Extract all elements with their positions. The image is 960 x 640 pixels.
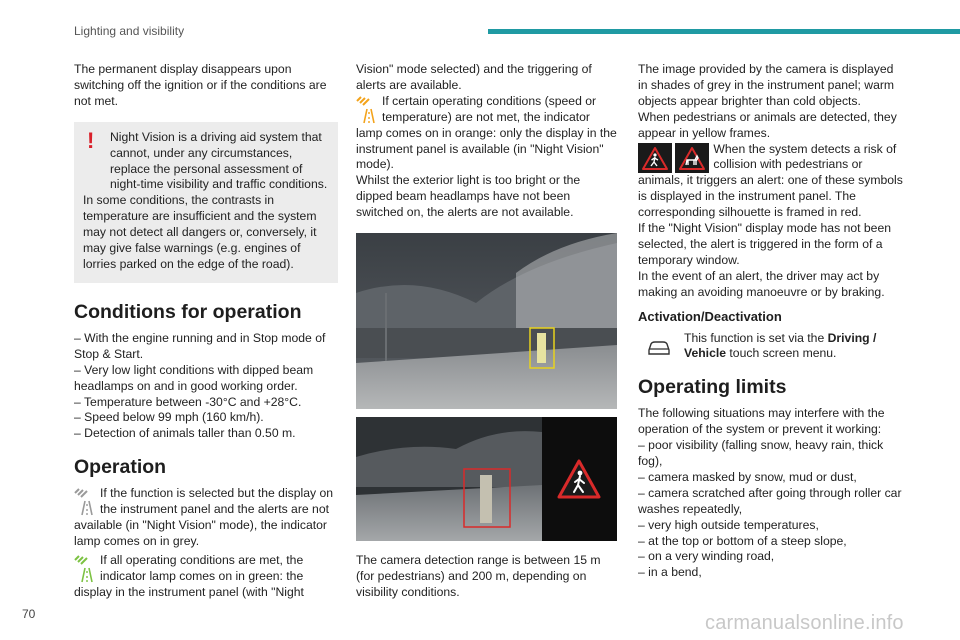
exterior-light-paragraph: Whilst the exterior light is too bright or the dipped beam headlamps have not been switched on, the alerts are not available. (356, 173, 581, 220)
conditions-list (74, 331, 338, 442)
conditions-heading: Conditions for operation (74, 300, 302, 323)
list-item: – With the engine running and in Stop mode of Stop & Start. (74, 330, 326, 361)
header-accent-bar (488, 29, 960, 34)
list-item: – camera masked by snow, mud or dust, (638, 469, 857, 484)
list-item: – in a bend, (638, 565, 702, 580)
alert-action-paragraph: In the event of an alert, the driver may act by making an avoiding manoeuvre or by braking. (638, 268, 885, 299)
column-1 (74, 62, 338, 601)
warning-box (74, 122, 338, 283)
night-vision-grey-lamp-icon (74, 487, 96, 517)
grey-lamp-text: If the function is selected but the display on the instrument panel and the alerts are not available (in "Night Vision" mode), the indicator lamp comes on in grey. (74, 486, 334, 548)
activation-paragraph (638, 331, 906, 363)
activation-text-post: touch screen menu. (726, 346, 837, 361)
list-item: – at the top or bottom of a steep slope, (638, 533, 847, 548)
grey-image-paragraph: The image provided by the camera is displayed in shades of grey in the instrument panel; warm objects appear brighter than cold objects. (638, 62, 895, 108)
list-item: – poor visibility (falling snow, heavy rain, thick fog), (638, 438, 884, 469)
list-item: – on a very winding road, (638, 549, 775, 564)
page-number: 70 (22, 607, 36, 621)
continued-paragraph: Vision" mode selected) and the triggering of alerts are available. (356, 62, 592, 92)
activation-heading: Activation/Deactivation (638, 308, 782, 324)
operation-heading: Operation (74, 456, 167, 479)
exclamation-icon: ! (87, 127, 95, 153)
car-icon (646, 337, 672, 357)
collision-risk-text: When the system detects a risk of collision with pedestrians or animals, it triggers an alert: one of these symbols is displayed in the instrument panel. The corresponding silhouette is framed in red. (638, 141, 903, 220)
pedestrian-alert-camera-image (356, 417, 617, 541)
activation-text-pre: This function is set via the (684, 330, 828, 345)
night-vision-green-lamp-icon (74, 554, 96, 584)
green-lamp-text: If all operating conditions are met, the indicator lamp comes on in green: the display in the instrument panel (with "Night (74, 552, 304, 599)
display-not-selected-paragraph: If the "Night Vision" display mode has not been selected, the alert is triggered in the form of a temporary window. (638, 221, 892, 267)
night-vision-camera-image (356, 233, 617, 409)
limits-intro: The following situations may interfere with the operation of the system or prevent it working: (638, 406, 885, 437)
pedestrian-alert-icon (638, 143, 672, 173)
green-lamp-paragraph (74, 553, 338, 601)
operating-limits-heading: Operating limits (638, 376, 787, 399)
alert-symbols (638, 143, 709, 173)
limits-list (638, 438, 906, 581)
yellow-frames-paragraph: When pedestrians or animals are detected, they appear in yellow frames. (638, 109, 897, 140)
section-title: Lighting and visibility (74, 24, 185, 38)
warning-text-1: Night Vision is a driving aid system that cannot, under any circumstances, replace the personal assessment of night-time visibility and traffic conditions. (110, 129, 328, 192)
list-item: – Very low light conditions with dipped beam headlamps on and in good working order. (74, 362, 314, 393)
warning-text-2: In some conditions, the contrasts in temperature are insufficient and the system may not detect all dangers or, conversely, it may give false warnings (e.g. engines of lorries parked on the edge of the road). (83, 193, 317, 271)
column-2 (356, 62, 618, 601)
orange-lamp-paragraph (356, 94, 618, 174)
list-item: – camera scratched after going through roller car washes repeatedly, (638, 485, 902, 516)
animal-alert-icon (675, 143, 709, 173)
collision-risk-paragraph (638, 142, 906, 222)
intro-paragraph: The permanent display disappears upon switching off the ignition or if the conditions are not met. (74, 62, 327, 108)
night-vision-orange-lamp-icon (356, 95, 378, 125)
detection-range-paragraph: The camera detection range is between 15 m (for pedestrians) and 200 m, depending on visibility conditions. (356, 553, 601, 599)
orange-lamp-text: If certain operating conditions (speed or temperature) are not met, the indicator lamp comes on in orange: only the display in the instrument panel is available (in "Night Vision" mode). (356, 93, 617, 172)
activation-menu-name: Driving / Vehicle (684, 330, 877, 361)
list-item: – very high outside temperatures, (638, 517, 819, 532)
list-item: – Detection of animals taller than 0.50 m. (74, 426, 296, 441)
column-3 (638, 62, 906, 581)
list-item: – Temperature between -30°C and +28°C. (74, 394, 302, 409)
grey-lamp-paragraph (74, 486, 338, 550)
list-item: – Speed below 99 mph (160 km/h). (74, 410, 264, 425)
watermark: carmanualsonline.info (705, 612, 904, 634)
